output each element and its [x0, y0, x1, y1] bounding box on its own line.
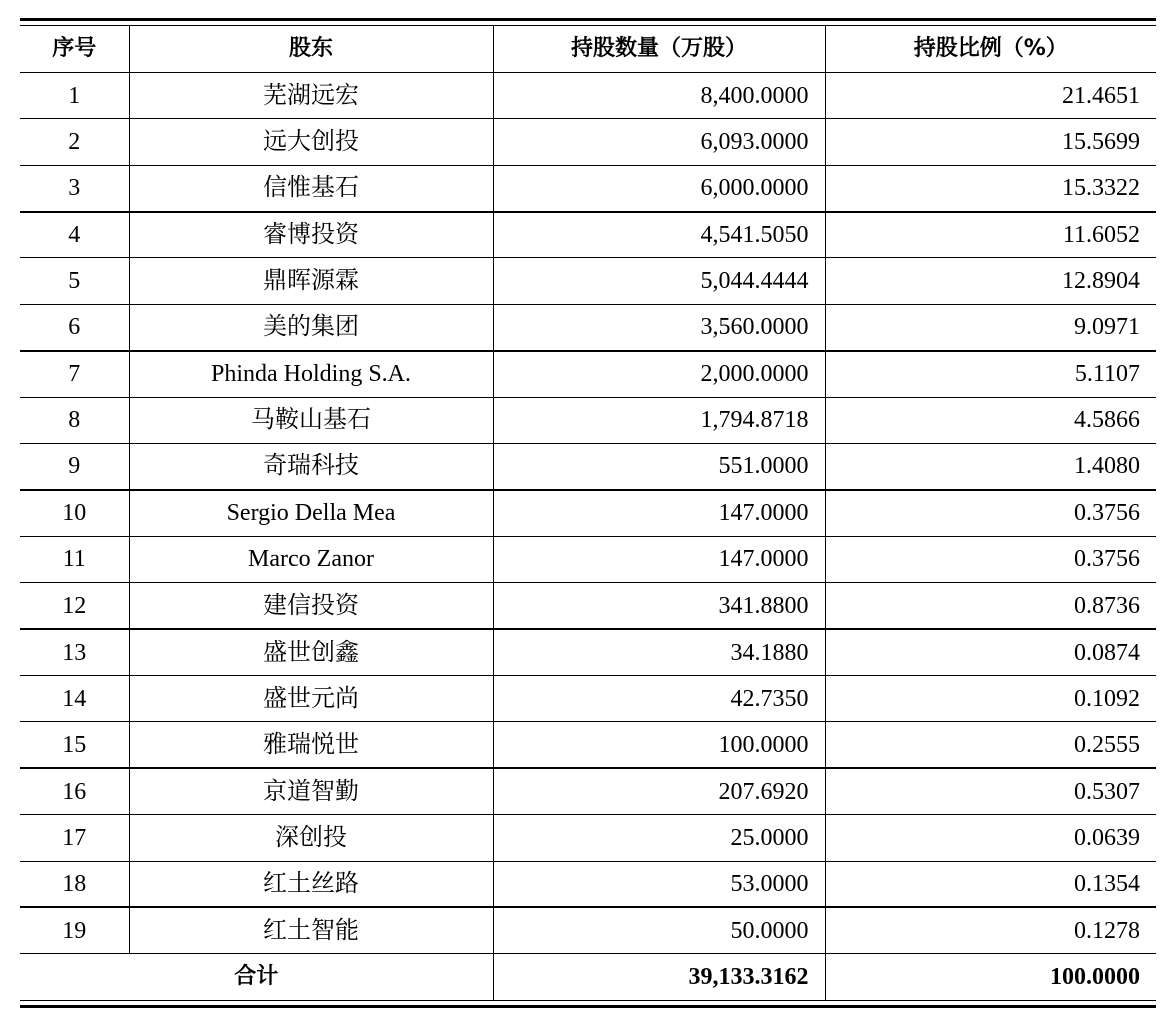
row-shareholder: 红土丝路	[129, 861, 493, 907]
row-ratio: 15.3322	[825, 165, 1156, 211]
row-shareholder: 鼎晖源霖	[129, 258, 493, 304]
row-ratio: 0.3756	[825, 490, 1156, 536]
table-bottom-double-rule	[20, 1000, 1156, 1008]
table-row	[20, 815, 1156, 861]
row-ratio: 0.0874	[825, 629, 1156, 675]
row-shares: 6,000.0000	[493, 165, 825, 211]
table-row	[20, 397, 1156, 443]
row-ratio: 11.6052	[825, 212, 1156, 258]
shareholding-table-container	[20, 18, 1156, 1008]
header-shareholder: 股东	[129, 26, 493, 72]
row-ratio: 12.8904	[825, 258, 1156, 304]
row-shares: 25.0000	[493, 815, 825, 861]
row-index: 14	[20, 675, 129, 721]
table-row	[20, 907, 1156, 953]
row-index: 11	[20, 536, 129, 582]
row-shareholder: Sergio Della Mea	[129, 490, 493, 536]
row-shareholder: 雅瑞悦世	[129, 722, 493, 768]
row-ratio: 0.1278	[825, 907, 1156, 953]
row-index: 16	[20, 768, 129, 814]
row-ratio: 0.1092	[825, 675, 1156, 721]
row-shares: 8,400.0000	[493, 72, 825, 118]
row-index: 10	[20, 490, 129, 536]
row-ratio: 0.2555	[825, 722, 1156, 768]
row-shares: 147.0000	[493, 536, 825, 582]
table-row	[20, 861, 1156, 907]
row-ratio: 15.5699	[825, 119, 1156, 165]
row-shares: 6,093.0000	[493, 119, 825, 165]
table-row	[20, 351, 1156, 397]
total-ratio: 100.0000	[825, 954, 1156, 1000]
row-ratio: 5.1107	[825, 351, 1156, 397]
row-index: 4	[20, 212, 129, 258]
total-shares: 39,133.3162	[493, 954, 825, 1000]
row-shares: 341.8800	[493, 583, 825, 629]
row-index: 18	[20, 861, 129, 907]
row-index: 7	[20, 351, 129, 397]
row-shares: 4,541.5050	[493, 212, 825, 258]
row-shares: 42.7350	[493, 675, 825, 721]
row-index: 3	[20, 165, 129, 211]
row-index: 2	[20, 119, 129, 165]
row-index: 8	[20, 397, 129, 443]
row-shareholder: 深创投	[129, 815, 493, 861]
table-row	[20, 165, 1156, 211]
table-row	[20, 444, 1156, 490]
table-row	[20, 629, 1156, 675]
row-ratio: 1.4080	[825, 444, 1156, 490]
total-label: 合计	[20, 954, 493, 1000]
row-index: 1	[20, 72, 129, 118]
table-row	[20, 722, 1156, 768]
header-shares: 持股数量（万股）	[493, 26, 825, 72]
table-header-row	[20, 26, 1156, 72]
row-shareholder: Marco Zanor	[129, 536, 493, 582]
table-row	[20, 583, 1156, 629]
row-index: 6	[20, 304, 129, 350]
table-row	[20, 490, 1156, 536]
row-ratio: 0.8736	[825, 583, 1156, 629]
header-index: 序号	[20, 26, 129, 72]
row-shares: 207.6920	[493, 768, 825, 814]
row-shares: 100.0000	[493, 722, 825, 768]
row-shares: 3,560.0000	[493, 304, 825, 350]
shareholding-table	[20, 26, 1156, 1000]
row-shareholder: 盛世创鑫	[129, 629, 493, 675]
table-top-double-rule	[20, 18, 1156, 26]
row-shareholder: 建信投资	[129, 583, 493, 629]
row-index: 19	[20, 907, 129, 953]
row-shares: 53.0000	[493, 861, 825, 907]
row-index: 5	[20, 258, 129, 304]
table-row	[20, 119, 1156, 165]
row-shares: 34.1880	[493, 629, 825, 675]
row-ratio: 9.0971	[825, 304, 1156, 350]
row-shareholder: 马鞍山基石	[129, 397, 493, 443]
table-row	[20, 768, 1156, 814]
row-shares: 50.0000	[493, 907, 825, 953]
row-shareholder: 信惟基石	[129, 165, 493, 211]
row-shares: 147.0000	[493, 490, 825, 536]
header-ratio: 持股比例（%）	[825, 26, 1156, 72]
table-row	[20, 675, 1156, 721]
row-shares: 2,000.0000	[493, 351, 825, 397]
row-shareholder: 睿博投资	[129, 212, 493, 258]
row-shareholder: 远大创投	[129, 119, 493, 165]
row-index: 15	[20, 722, 129, 768]
row-ratio: 0.3756	[825, 536, 1156, 582]
row-ratio: 0.1354	[825, 861, 1156, 907]
row-ratio: 0.0639	[825, 815, 1156, 861]
row-ratio: 4.5866	[825, 397, 1156, 443]
row-shareholder: Phinda Holding S.A.	[129, 351, 493, 397]
row-shareholder: 芜湖远宏	[129, 72, 493, 118]
table-row	[20, 258, 1156, 304]
row-shares: 1,794.8718	[493, 397, 825, 443]
table-total-row	[20, 954, 1156, 1000]
table-body	[20, 72, 1156, 1000]
row-ratio: 21.4651	[825, 72, 1156, 118]
row-index: 12	[20, 583, 129, 629]
row-shareholder: 美的集团	[129, 304, 493, 350]
table-row	[20, 304, 1156, 350]
row-shareholder: 奇瑞科技	[129, 444, 493, 490]
row-shareholder: 京道智勤	[129, 768, 493, 814]
table-row	[20, 212, 1156, 258]
row-shares: 5,044.4444	[493, 258, 825, 304]
row-index: 17	[20, 815, 129, 861]
table-row	[20, 536, 1156, 582]
row-index: 9	[20, 444, 129, 490]
row-shareholder: 红土智能	[129, 907, 493, 953]
table-row	[20, 72, 1156, 118]
row-ratio: 0.5307	[825, 768, 1156, 814]
row-shares: 551.0000	[493, 444, 825, 490]
row-shareholder: 盛世元尚	[129, 675, 493, 721]
row-index: 13	[20, 629, 129, 675]
